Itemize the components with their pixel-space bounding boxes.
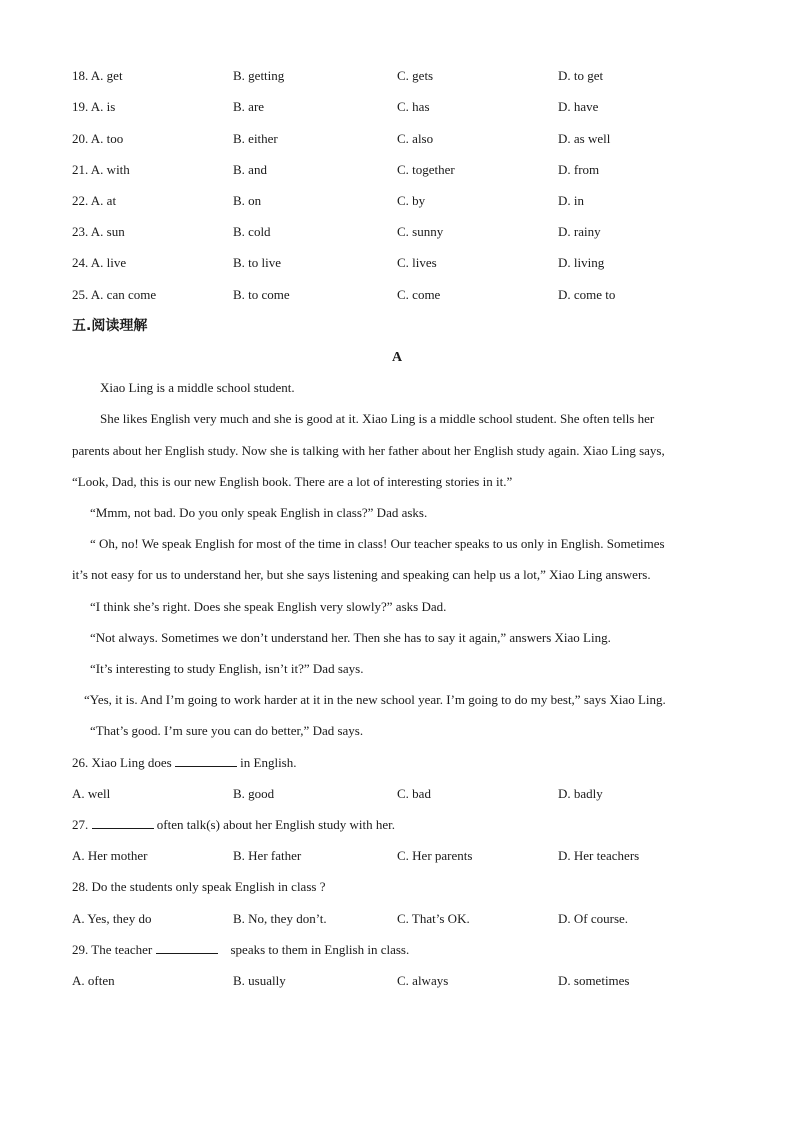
option-a: 22. A. at <box>72 193 117 208</box>
passage-paragraph: She likes English very much and she is good at it. Xiao Ling is a middle school student. She often tells her <box>100 411 655 426</box>
option-b: B. usually <box>233 973 286 988</box>
passage-paragraph: “That’s good. I’m sure you can do better,” Dad says. <box>90 723 364 738</box>
option-b: B. are <box>233 99 265 114</box>
option-d: D. badly <box>558 786 603 801</box>
passage-paragraph: “I think she’s right. Does she speak English very slowly?” asks Dad. <box>90 599 447 614</box>
question-29-options <box>0 971 794 991</box>
question-29-stem: 29. The teacher speaks to them in English in class. <box>72 942 410 957</box>
option-d: D. have <box>558 99 599 114</box>
option-a: 25. A. can come <box>72 287 157 302</box>
option-b: B. getting <box>233 68 285 83</box>
option-c: C. also <box>397 131 434 146</box>
option-c: C. gets <box>397 68 434 83</box>
option-a: 24. A. live <box>72 255 127 270</box>
option-b: B. to live <box>233 255 282 270</box>
passage-line: it’s not easy for us to understand her, but she says listening and speaking can help us a lot,” Xiao Ling answers. <box>72 567 651 582</box>
option-d: D. Her teachers <box>558 848 640 863</box>
question-28-stem: 28. Do the students only speak English in class ? <box>72 879 326 894</box>
option-b: B. Her father <box>233 848 302 863</box>
answer-blank <box>175 753 237 767</box>
question-27-stem: 27. often talk(s) about her English study with her. <box>72 817 396 832</box>
question-20 <box>0 129 794 149</box>
answer-blank <box>156 940 218 954</box>
option-c: C. has <box>397 99 430 114</box>
option-a: 20. A. too <box>72 131 124 146</box>
question-24 <box>0 253 794 273</box>
question-21 <box>0 160 794 180</box>
option-d: D. to get <box>558 68 604 83</box>
option-d: D. living <box>558 255 605 270</box>
option-a: A. Yes, they do <box>72 911 152 926</box>
option-a: 23. A. sun <box>72 224 125 239</box>
option-b: B. No, they don’t. <box>233 911 327 926</box>
passage-line: parents about her English study. Now she is talking with her father about her English study again. Xiao Ling says, <box>72 443 665 458</box>
question-19 <box>0 97 794 117</box>
option-c: C. come <box>397 287 441 302</box>
option-a: A. well <box>72 786 111 801</box>
passage-paragraph: “Mmm, not bad. Do you only speak English in class?” Dad asks. <box>90 505 428 520</box>
option-c: C. That’s OK. <box>397 911 470 926</box>
question-26-options <box>0 784 794 804</box>
option-d: D. as well <box>558 131 611 146</box>
question-22 <box>0 191 794 211</box>
question-25 <box>0 285 794 305</box>
question-18 <box>0 66 794 86</box>
passage-paragraph: “Yes, it is. And I’m going to work harder at it in the new school year. I’m going to do my best,” says Xiao Ling. <box>84 692 666 707</box>
option-d: D. from <box>558 162 600 177</box>
option-b: B. on <box>233 193 262 208</box>
option-d: D. sometimes <box>558 973 630 988</box>
question-27-options <box>0 846 794 866</box>
question-28-options <box>0 909 794 929</box>
option-c: C. always <box>397 973 449 988</box>
option-a: A. often <box>72 973 115 988</box>
option-d: D. rainy <box>558 224 601 239</box>
option-c: C. Her parents <box>397 848 473 863</box>
section-heading: 五.阅读理解 <box>72 318 148 334</box>
option-d: D. in <box>558 193 584 208</box>
question-26-stem: 26. Xiao Ling does in English. <box>72 755 297 770</box>
question-23 <box>0 222 794 242</box>
option-c: C. together <box>397 162 455 177</box>
option-c: C. by <box>397 193 426 208</box>
option-a: 19. A. is <box>72 99 116 114</box>
option-b: B. and <box>233 162 267 177</box>
option-b: B. either <box>233 131 278 146</box>
passage-title: A <box>391 350 403 365</box>
option-a: A. Her mother <box>72 848 148 863</box>
passage-paragraph: Xiao Ling is a middle school student. <box>100 380 295 395</box>
option-b: B. good <box>233 786 275 801</box>
passage-paragraph: “It’s interesting to study English, isn’t it?” Dad says. <box>90 661 364 676</box>
answer-blank <box>92 815 154 829</box>
option-d: D. come to <box>558 287 616 302</box>
option-b: B. to come <box>233 287 290 302</box>
option-b: B. cold <box>233 224 271 239</box>
option-a: 18. A. get <box>72 68 123 83</box>
passage-paragraph: “Not always. Sometimes we don’t understand her. Then she has to say it again,” answers Xiao Ling. <box>90 630 611 645</box>
option-d: D. Of course. <box>558 911 629 926</box>
passage-paragraph: “ Oh, no! We speak English for most of the time in class! Our teacher speaks to us only in English. Sometimes <box>90 536 665 551</box>
option-c: C. sunny <box>397 224 444 239</box>
option-a: 21. A. with <box>72 162 130 177</box>
passage-line: “Look, Dad, this is our new English book. There are a lot of interesting stories in it.” <box>72 474 513 489</box>
option-c: C. bad <box>397 786 431 801</box>
option-c: C. lives <box>397 255 437 270</box>
